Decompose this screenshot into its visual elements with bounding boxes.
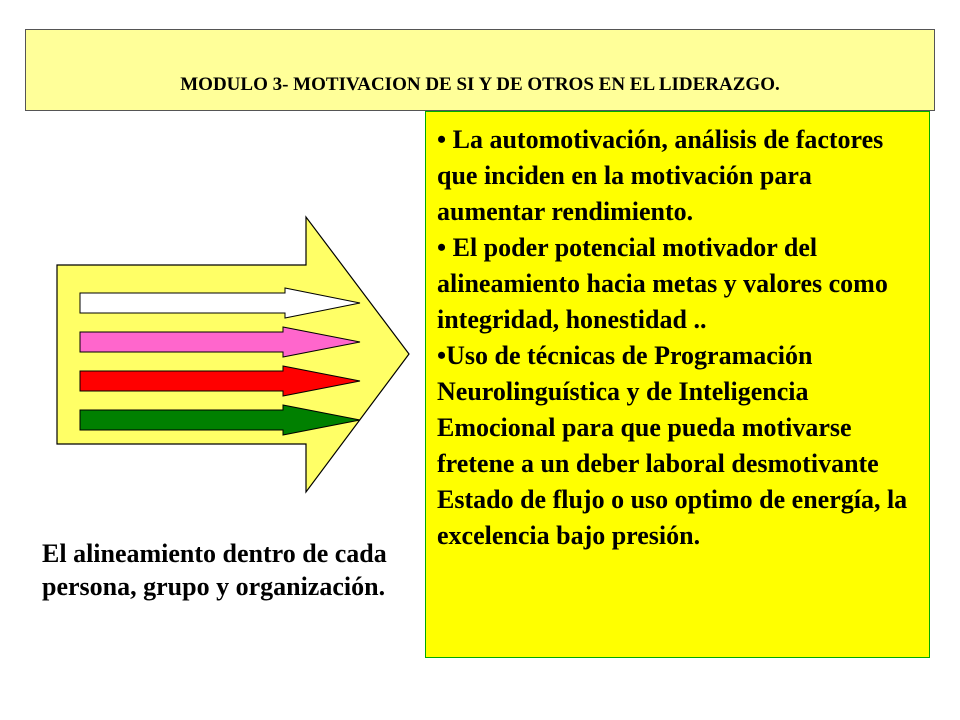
- content-box: [425, 111, 930, 658]
- alignment-caption: El alineamiento dentro de cada persona, grupo y organización.: [42, 539, 387, 601]
- bullet-item: • El poder potencial motivador del alineamiento hacia metas y valores como integridad, honestidad ..: [437, 233, 888, 334]
- bullet-item: • La automotivación, análisis de factores que inciden en la motivación para aumentar rendimiento.: [437, 125, 884, 226]
- big-yellow-arrow: [57, 217, 409, 492]
- bullet-list: [437, 122, 917, 554]
- alignment-diagram: [0, 0, 430, 560]
- bullet-item: •Uso de técnicas de Programación Neurolinguística y de Inteligencia Emocional para que pueda motivarse fretene a un deber laboral desmotivante Estado de flujo o uso optimo de energía, la excelencia bajo presión.: [437, 341, 908, 550]
- slide-title: MODULO 3- MOTIVACION DE SI Y DE OTROS EN EL LIDERAZGO.: [180, 74, 780, 95]
